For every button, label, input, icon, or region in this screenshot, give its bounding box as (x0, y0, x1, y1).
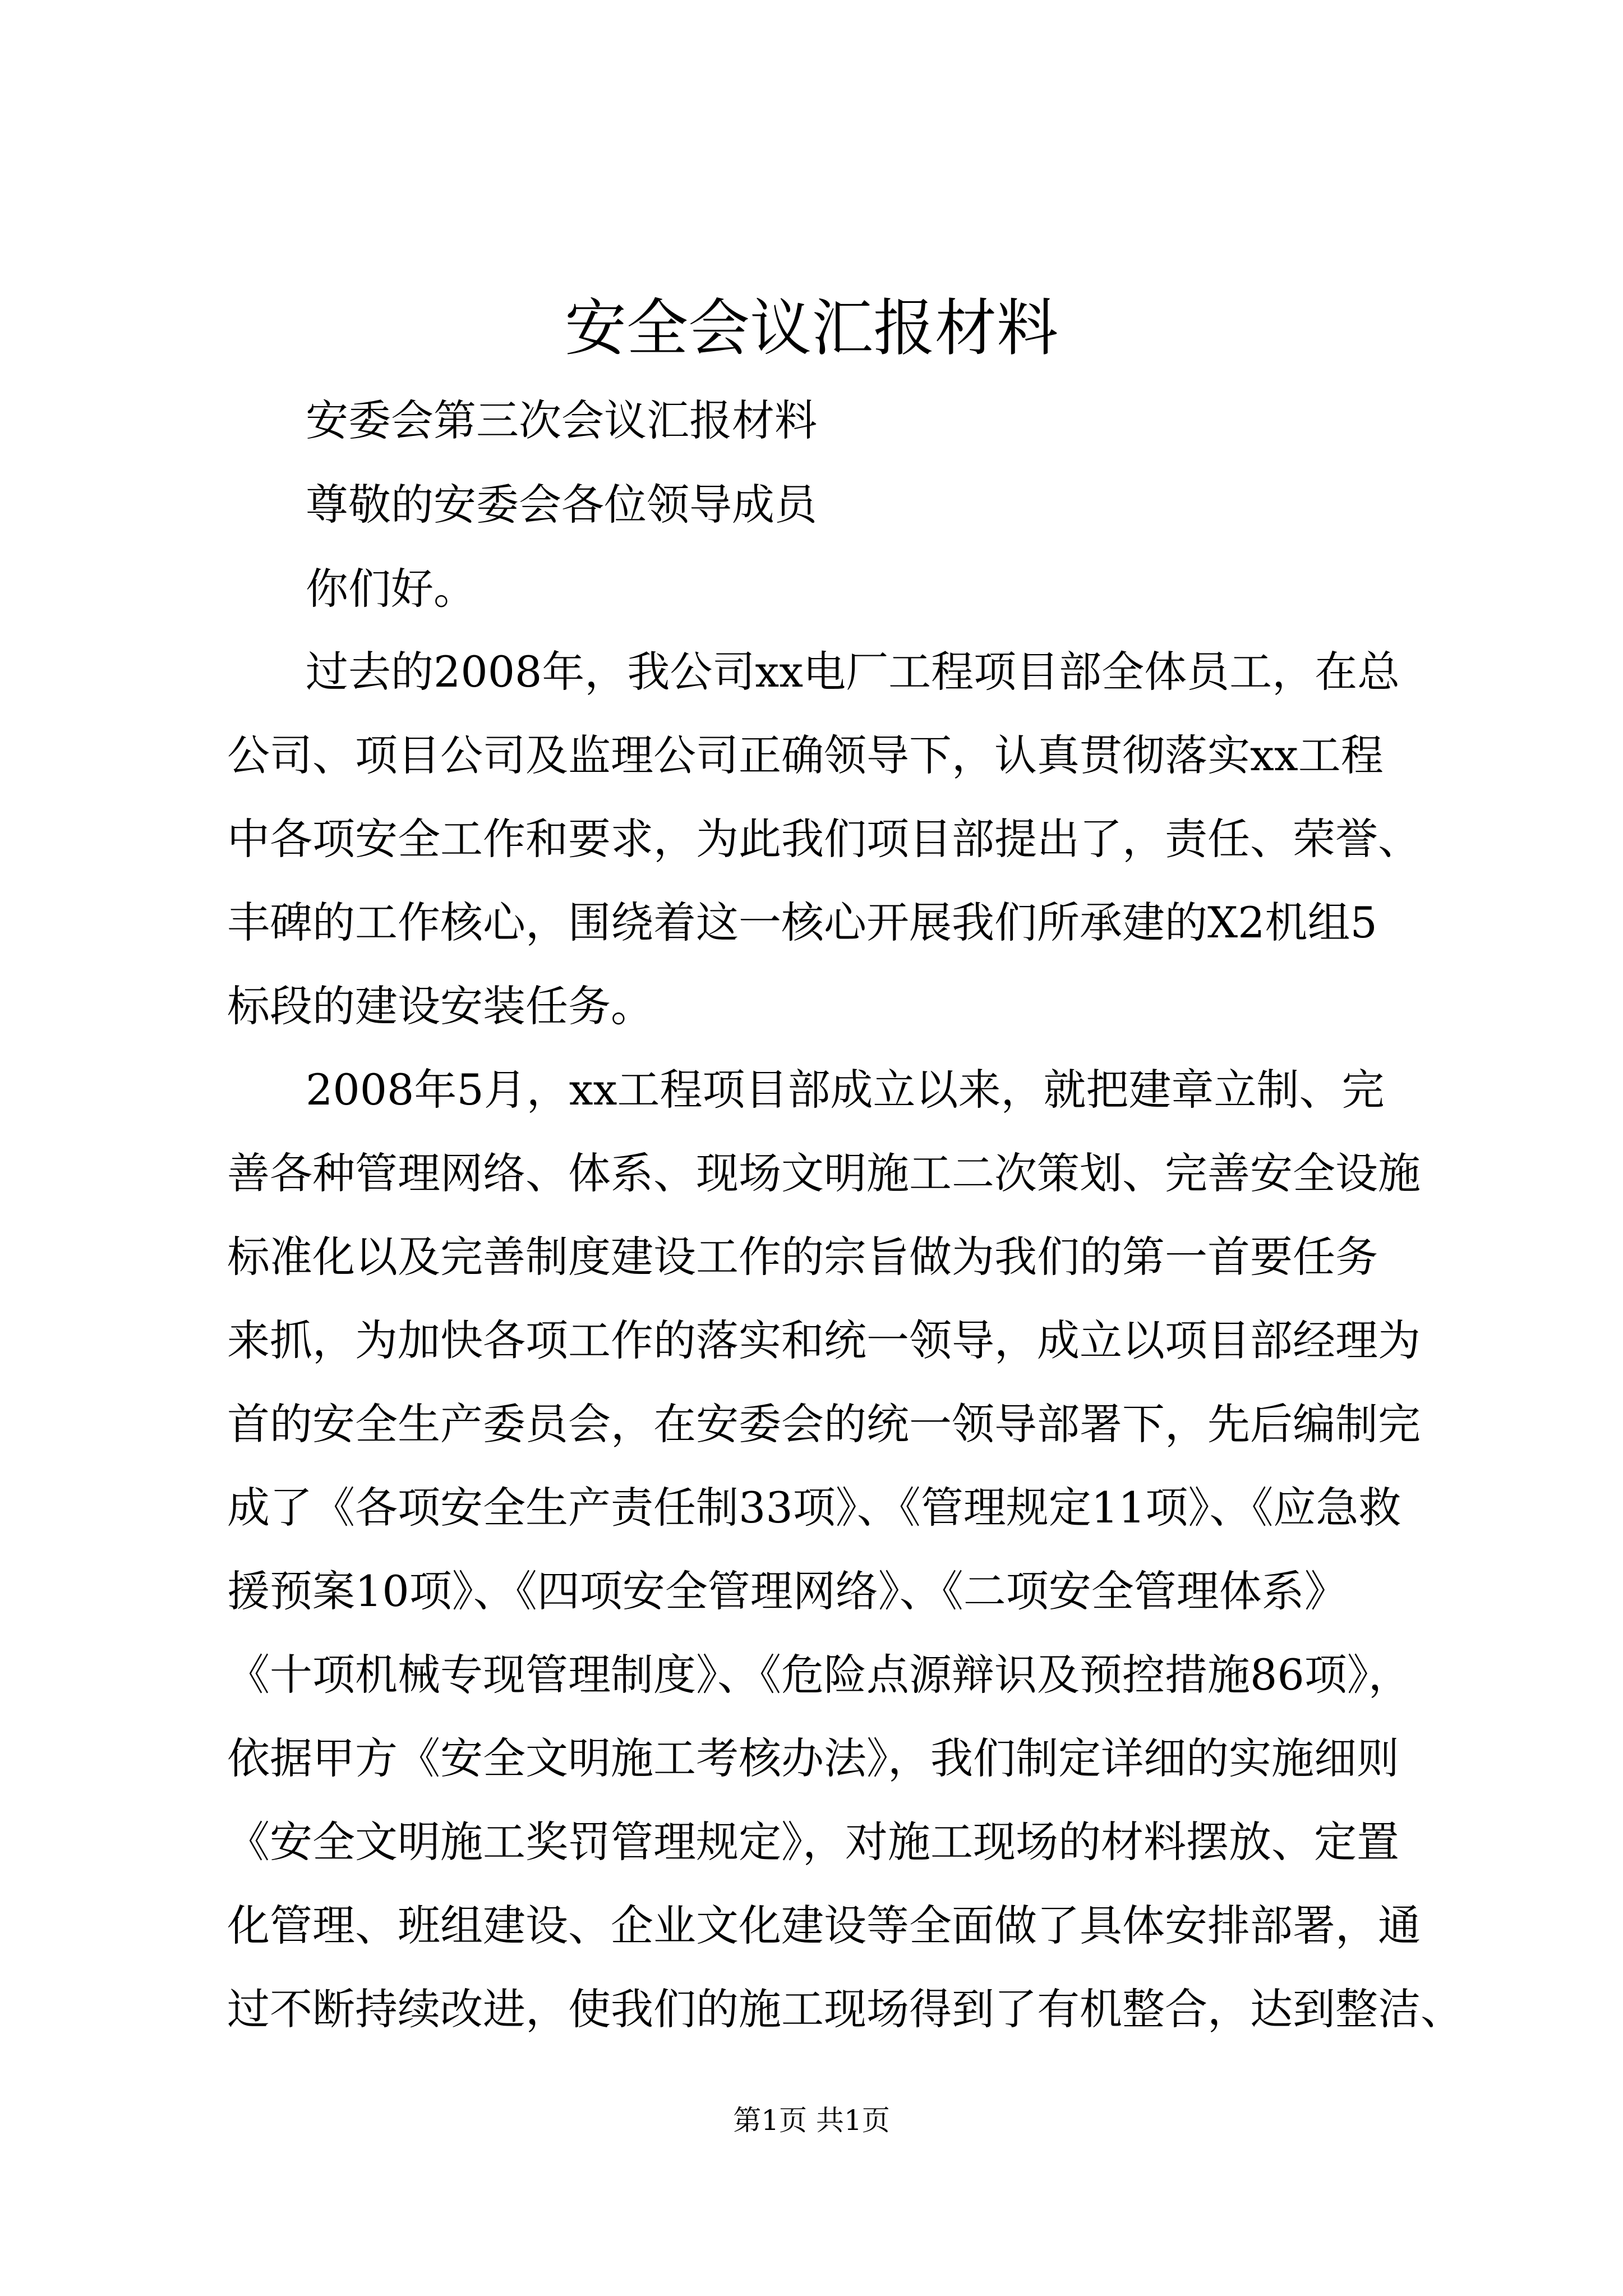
paragraph-line: 《十项机械专现管理制度》、《危险点源辩识及预控措施86项》， (227, 1650, 1411, 1700)
paragraph-line: 援预案10项》、《四项安全管理网络》、《二项安全管理体系》 (227, 1566, 1347, 1616)
paragraph-line: 安委会第三次会议汇报材料 (306, 395, 817, 445)
paragraph-line: 2008年5月，xx工程项目部成立以来，就把建章立制、完 (306, 1065, 1385, 1115)
paragraph-line: 《安全文明施工奖罚管理规定》，对施工现场的材料摆放、定置 (227, 1817, 1399, 1867)
paragraph-line: 尊敬的安委会各位领导成员 (306, 480, 817, 530)
paragraph-line: 你们好。 (306, 564, 476, 614)
paragraph-line: 过去的2008年，我公司xx电厂工程项目部全体员工，在总 (306, 647, 1400, 697)
paragraph-line: 标准化以及完善制度建设工作的宗旨做为我们的第一首要任务 (227, 1232, 1378, 1282)
paragraph-line: 标段的建设安装任务。 (227, 981, 653, 1031)
paragraph-line: 善各种管理网络、体系、现场文明施工二次策划、完善安全设施 (227, 1148, 1421, 1198)
paragraph-line: 来抓，为加快各项工作的落实和统一领导，成立以项目部经理为 (227, 1315, 1421, 1365)
paragraph-line: 化管理、班组建设、企业文化建设等全面做了具体安排部署，通 (227, 1901, 1421, 1950)
paragraph-line: 过不断持续改进，使我们的施工现场得到了有机整合，达到整洁、 (227, 1984, 1463, 2034)
paragraph-line: 中各项安全工作和要求，为此我们项目部提出了，责任、荣誉、 (227, 814, 1421, 864)
paragraph-line: 丰碑的工作核心，围绕着这一核心开展我们所承建的X2机组5 (227, 898, 1377, 947)
paragraph-line: 成了《各项安全生产责任制33项》、《管理规定11项》、《应急救 (227, 1483, 1401, 1533)
paragraph-line: 首的安全生产委员会，在安委会的统一领导部署下，先后编制完 (227, 1399, 1421, 1449)
document-title: 安全会议汇报材料 (565, 292, 1058, 364)
paragraph-line: 公司、项目公司及监理公司正确领导下，认真贯彻落实xx工程 (227, 730, 1384, 780)
paragraph-line: 依据甲方《安全文明施工考核办法》，我们制定详细的实施细则 (227, 1733, 1399, 1783)
page-number-footer: 第1页 共1页 (733, 2104, 890, 2137)
